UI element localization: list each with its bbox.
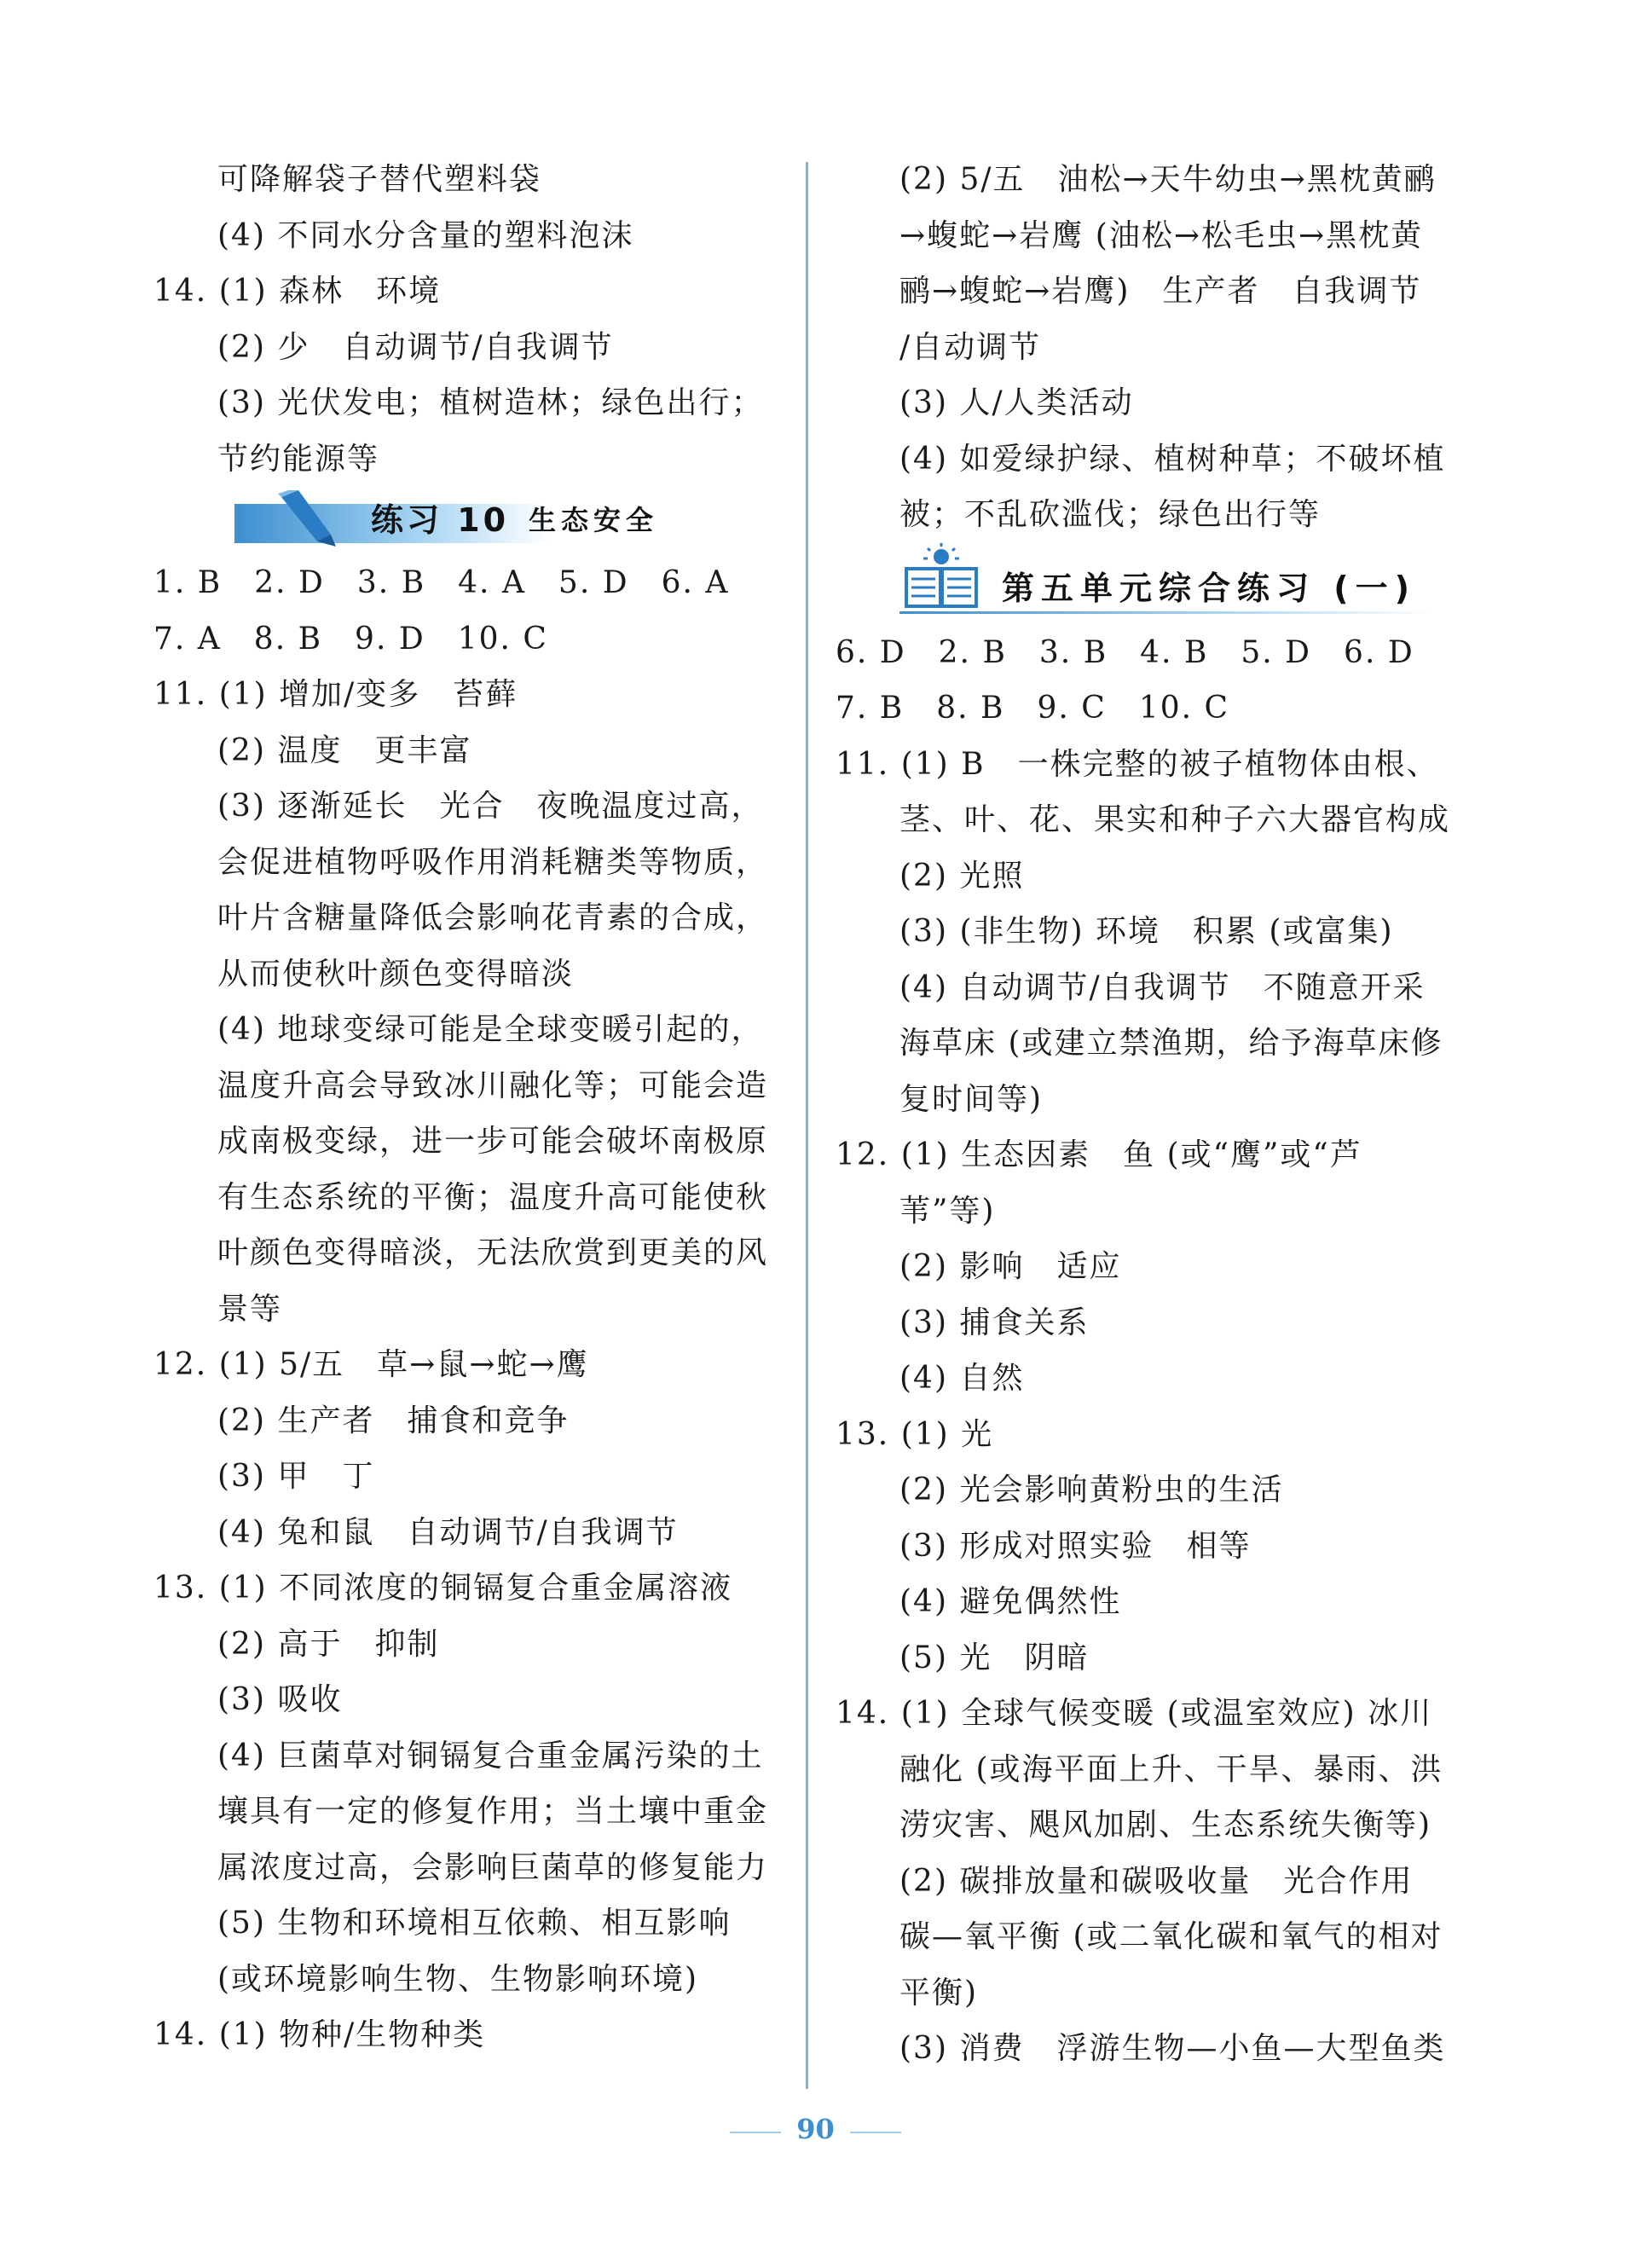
answer-line: (4) 地球变绿可能是全球变暖引起的， (217, 1012, 764, 1047)
answer-line: 14. (1) 森林 环境 (153, 274, 442, 309)
answer-line: 壤具有一定的修复作用；当土壤中重金 (217, 1794, 769, 1829)
answer-line: 鹂→蝮蛇→岩鹰) 生产者 自我调节 (899, 274, 1422, 309)
answer-line: (2) 碳排放量和碳吸收量 光合作用 (899, 1863, 1414, 1899)
answer-line: (3) 甲 丁 (217, 1459, 375, 1494)
answer-line: (4) 自动调节/自我调节 不随意开采 (899, 969, 1426, 1005)
answer-line: (3) 逐渐延长 光合 夜晚温度过高， (217, 789, 764, 824)
section-subtitle: 生态安全 (529, 504, 659, 536)
answer-line: 融化 (或海平面上升、干旱、暴雨、洪 (899, 1751, 1443, 1787)
answer-line: 复时间等) (899, 1081, 1044, 1117)
right-column (836, 152, 1462, 2077)
answer-line: (3) 形成对照实验 相等 (899, 1528, 1252, 1564)
answer-line: (3) 人/人类活动 (899, 385, 1134, 420)
answer-line: 7. A 8. B 9. D 10. C (153, 621, 548, 657)
answer-line: 11. (1) 增加/变多 苔藓 (153, 677, 518, 712)
answer-line: 有生态系统的平衡；温度升高可能使秋 (217, 1179, 769, 1215)
answer-line: (4) 自然 (899, 1361, 1025, 1396)
section-title: 第五单元综合练习 (一) (1002, 569, 1416, 607)
answer-line: 14. (1) 全球气候变暖 (或温室效应) 冰川 (836, 1696, 1433, 1731)
answer-line: →蝮蛇→岩鹰 (油松→松毛虫→黑枕黄 (899, 217, 1424, 253)
left-answers-top (153, 152, 780, 487)
answer-line: 景等 (217, 1291, 283, 1327)
answer-line: (3) 吸收 (217, 1682, 343, 1717)
answer-line: (5) 生物和环境相互依赖、相互影响 (217, 1906, 732, 1941)
answer-line: 6. D 2. B 3. B 4. B 5. D 6. D (836, 634, 1414, 670)
answer-line: 叶片含糖量降低会影响花青素的合成， (217, 900, 769, 935)
answer-line: 可降解袋子替代塑料袋 (217, 162, 542, 197)
answer-line: (2) 5/五 油松→天牛幼虫→黑枕黄鹂 (899, 162, 1437, 197)
answer-line: 7. B 8. B 9. C 10. C (836, 691, 1230, 726)
answer-line: 碳—氧平衡 (或二氧化碳和氧气的相对 (899, 1919, 1443, 1954)
answer-line: (4) 巨菌草对铜镉复合重金属污染的土 (217, 1738, 764, 1773)
answer-line: 成南极变绿，进一步可能会破坏南极原 (217, 1124, 769, 1159)
answer-line: (5) 光 阴暗 (899, 1640, 1090, 1675)
answer-line: (或环境影响生物、生物影响环境) (217, 1961, 699, 1997)
answer-line: 被；不乱砍滥伐；绿色出行等 (899, 497, 1322, 532)
column-divider (806, 162, 808, 2089)
answer-line: 叶颜色变得暗淡，无法欣赏到更美的风 (217, 1235, 769, 1270)
answer-line: (3) 光伏发电；植树造林；绿色出行； (217, 385, 764, 420)
section-banner-exercise-10 (153, 487, 780, 555)
answer-line: /自动调节 (899, 329, 1042, 365)
answer-line: (4) 避免偶然性 (899, 1584, 1122, 1619)
answer-line: 茎、叶、花、果实和种子六大器官构成 (899, 802, 1451, 837)
section-banner-unit-5 (836, 543, 1462, 625)
answer-line: 属浓度过高，会影响巨菌草的修复能力 (217, 1849, 769, 1885)
answer-line: 从而使秋叶颜色变得暗淡 (217, 956, 575, 992)
answer-line: (4) 兔和鼠 自动调节/自我调节 (217, 1514, 679, 1550)
answer-line: 1. B 2. D 3. B 4. A 5. D 6. A (153, 565, 730, 600)
answer-line: 12. (1) 生态因素 鱼 (或“鹰”或“芦 (836, 1137, 1362, 1172)
answer-line: (2) 生产者 捕食和竞争 (217, 1403, 570, 1438)
answer-line: 14. (1) 物种/生物种类 (153, 2017, 486, 2052)
answer-line: (2) 高于 抑制 (217, 1626, 440, 1662)
answer-line: 12. (1) 5/五 草→鼠→蛇→鹰 (153, 1347, 589, 1382)
answer-line: (2) 光照 (899, 858, 1025, 894)
answer-line: (2) 少 自动调节/自我调节 (217, 329, 614, 365)
pen-icon (273, 490, 350, 550)
page-number: 90 (796, 2113, 835, 2145)
answer-line: (4) 如爱绿护绿、植树种草；不破坏植 (899, 441, 1446, 477)
book-lightbulb-icon (899, 543, 985, 611)
answer-line: (2) 温度 更丰富 (217, 732, 472, 768)
right-answers-bottom (836, 625, 1462, 2077)
answer-line: (4) 不同水分含量的塑料泡沫 (217, 217, 634, 253)
answer-line: (2) 影响 适应 (899, 1249, 1122, 1284)
banner-underline (899, 611, 1437, 614)
page-number-rule-right (850, 2132, 901, 2133)
left-column (153, 152, 780, 2063)
answer-line: 苇”等) (899, 1193, 996, 1229)
answer-line: 海草床 (或建立禁渔期，给予海草床修 (899, 1026, 1443, 1061)
answer-line: 平衡) (899, 1975, 979, 2011)
answer-line: 11. (1) B 一株完整的被子植物体由根、 (836, 746, 1439, 782)
section-title: 练习 10 (371, 501, 510, 539)
answer-line: (3) (非生物) 环境 积累 (或富集) (899, 914, 1394, 949)
answer-line: 温度升高会导致冰川融化等；可能会造 (217, 1067, 769, 1103)
answer-line: (2) 光会影响黄粉虫的生活 (899, 1472, 1284, 1507)
answer-line: 节约能源等 (217, 441, 380, 477)
answer-line: (3) 消费 浮游生物—小鱼—大型鱼类 (899, 2031, 1446, 2066)
answer-line: 会促进植物呼吸作用消耗糖类等物质， (217, 844, 769, 880)
answer-line: 涝灾害、飓风加剧、生态系统失衡等) (899, 1808, 1432, 1843)
answer-line: (3) 捕食关系 (899, 1305, 1090, 1340)
answer-line: 13. (1) 光 (836, 1416, 994, 1452)
answer-line: 13. (1) 不同浓度的铜镉复合重金属溶液 (153, 1571, 733, 1606)
left-answers-bottom (153, 555, 780, 2063)
right-answers-top (836, 152, 1462, 543)
